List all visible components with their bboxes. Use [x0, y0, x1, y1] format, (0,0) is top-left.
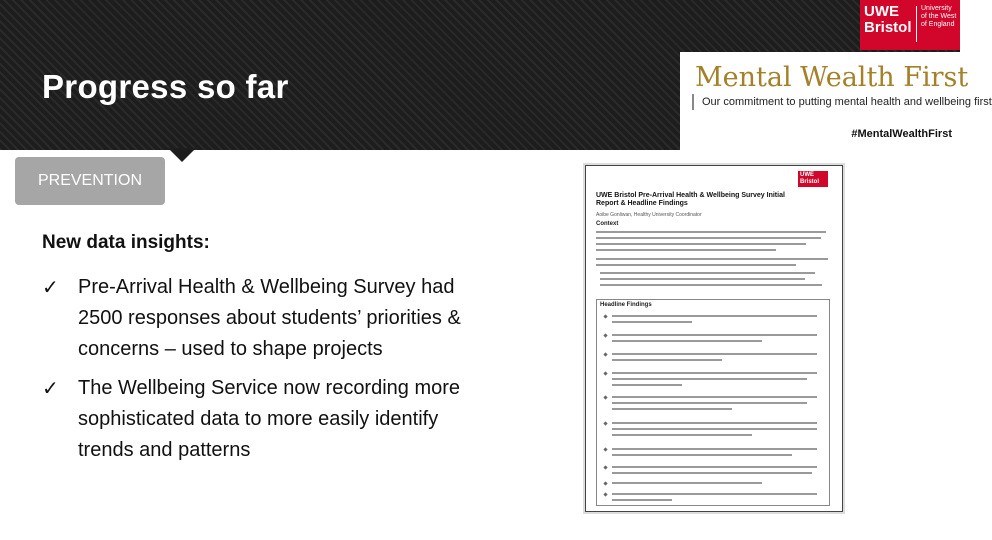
logo-small-text: University of the West of England [921, 5, 957, 28]
text-line [596, 243, 806, 245]
text-line [612, 321, 692, 323]
slide-title: Progress so far [42, 68, 289, 105]
mental-wealth-first-badge [680, 52, 992, 150]
text-line [612, 428, 817, 430]
text-line [596, 258, 828, 260]
text-line [612, 493, 817, 495]
text-line [600, 284, 822, 286]
text-line [612, 472, 812, 474]
text-line [612, 422, 817, 424]
bullet-item [42, 373, 472, 466]
logo-separator [916, 6, 917, 42]
bullet-text: Pre-Arrival Health & Wellbeing Survey had 2500 responses about students’ priorities & concerns – used to shape projects [78, 276, 461, 360]
text-line [612, 408, 732, 410]
text-line [600, 272, 815, 274]
text-line [612, 359, 722, 361]
text-line [612, 448, 817, 450]
section-tab: PREVENTION [15, 157, 165, 205]
report-logo: UWE Bristol [798, 171, 828, 187]
text-line [612, 402, 807, 404]
text-line [596, 249, 776, 251]
badge-hashtag: #MentalWealthFirst [851, 128, 952, 140]
report-thumbnail [585, 165, 843, 512]
text-line [612, 353, 817, 355]
report-author: Aoibe Gonliwan, Healthy University Coordinator [596, 212, 702, 218]
text-line [596, 231, 826, 233]
text-line [612, 384, 682, 386]
text-line [612, 434, 752, 436]
section-heading: New data insights: [42, 232, 210, 253]
badge-tagline: Our commitment to putting mental health and wellbeing first [702, 96, 992, 108]
uwe-bristol-logo [860, 0, 960, 50]
check-icon: ✓ [42, 275, 59, 299]
text-line [612, 378, 807, 380]
text-line [596, 264, 796, 266]
text-line [612, 340, 762, 342]
text-line [612, 396, 817, 398]
logo-line-2: Bristol [864, 19, 912, 36]
report-findings-heading: Headline Findings [600, 302, 652, 308]
slide-content [42, 232, 472, 474]
tab-notch [168, 148, 196, 162]
text-line [612, 454, 792, 456]
report-context-heading: Context [596, 221, 619, 227]
text-line [612, 466, 817, 468]
bullet-list [42, 272, 472, 466]
badge-brand: Mental Wealth First [695, 62, 969, 93]
text-line [596, 237, 821, 239]
bullet-item [42, 272, 472, 365]
text-line [612, 482, 762, 484]
text-line [612, 499, 672, 501]
report-title: UWE Bristol Pre-Arrival Health & Wellbeing Survey Initial Report & Headline Findings [596, 192, 785, 207]
logo-line-1: UWE [864, 3, 899, 20]
text-line [612, 315, 817, 317]
badge-bar [692, 94, 694, 110]
header-band [0, 0, 992, 150]
check-icon: ✓ [42, 376, 59, 400]
text-line [600, 278, 805, 280]
text-line [612, 334, 817, 336]
bullet-text: The Wellbeing Service now recording more sophisticated data to more easily identify trends and patterns [78, 377, 461, 461]
text-line [612, 372, 817, 374]
